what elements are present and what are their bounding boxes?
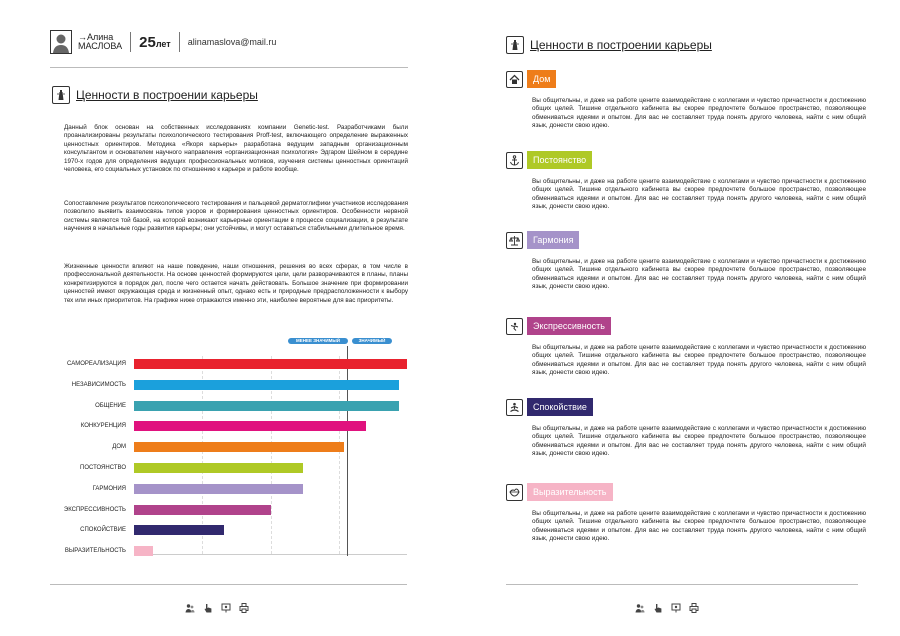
category-label: ГАРМОНИЯ [92, 485, 126, 492]
value-tag: Постоянство [527, 151, 592, 169]
value-tag: Дом [527, 70, 556, 88]
section-title: Ценности в построении карьеры [76, 88, 258, 102]
legend-less-significant: МЕНЕЕ ЗНАЧИМЫЙ [288, 338, 348, 344]
value-tag: Выразительность [527, 483, 613, 501]
footer-icons [635, 600, 699, 610]
bar [134, 421, 366, 431]
bar [134, 401, 399, 411]
value-description: Вы общительны, и даже на работе цените взаимодействие с коллегами и чувство причастности к достижению общих целей. Тишине отдельного кабинета вы скорее предпочтете большое пространство, позволяющее обмениваться идеями и опытом. Для вас не составляет труда понять другого человека, найти с ним общий язык, донести свою идею. [532, 510, 866, 543]
value-block [506, 70, 866, 131]
bar [134, 359, 407, 369]
bar [134, 525, 224, 535]
bar [134, 484, 303, 494]
bar [134, 380, 399, 390]
bar [134, 442, 344, 452]
scales-icon [506, 232, 523, 249]
category-label: НЕЗАВИСИМОСТЬ [71, 381, 126, 388]
header-divider [50, 67, 408, 68]
category-label: ЭКСПРЕССИВНОСТЬ [63, 506, 126, 513]
category-label: ПОСТОЯНСТВО [80, 465, 126, 471]
category-label: ОБЩЕНИЕ [95, 402, 126, 409]
section-header [52, 86, 258, 104]
chart-baseline [134, 554, 407, 555]
presentation-icon[interactable] [671, 600, 681, 610]
profile-header [50, 28, 276, 56]
value-description: Вы общительны, и даже на работе цените взаимодействие с коллегами и чувство причастности к достижению общих целей. Тишине отдельного кабинета вы скорее предпочтете большое пространство, позволяющее обмениваться идеями и опытом. Для вас не составляет труда понять другого человека, найти с ним общий язык, донести свою идею. [532, 258, 866, 291]
people-icon[interactable] [635, 600, 645, 610]
hand-pointer-icon[interactable] [653, 600, 663, 610]
value-header [506, 398, 866, 416]
bar [134, 463, 303, 473]
paragraph: Сопоставление результатов психологического тестирования и пальцевой дерматоглифики участников исследования позволило выявить взаимосвязь типов узоров и формирования ценностных ориентиров. Особенности нервной системы являются той базой, на которой возникают карьерные ориентации в процессе социализации, в результате научения в начальные годы развития карьеры; они устойчивы, и могут оставаться стабильными длительное время. [64, 200, 408, 233]
printer-icon[interactable] [239, 600, 249, 610]
footer-divider [506, 584, 858, 585]
value-block [506, 398, 866, 459]
first-name: →Алина [78, 32, 114, 42]
value-block [506, 317, 866, 378]
meditation-icon [506, 399, 523, 416]
section-title: Ценности в построении карьеры [530, 38, 712, 52]
printer-icon[interactable] [689, 600, 699, 610]
value-block [506, 151, 866, 212]
legend-significant: ЗНАЧИМЫЙ [352, 338, 392, 344]
value-block [506, 483, 866, 544]
value-header [506, 317, 866, 335]
anchor-icon [506, 152, 523, 169]
bar [134, 546, 153, 556]
value-block [506, 231, 866, 292]
avatar [50, 30, 72, 54]
threshold-line [347, 346, 348, 556]
value-tag: Экспрессивность [527, 317, 611, 335]
expression-icon [506, 318, 523, 335]
lips-icon [506, 484, 523, 501]
footer-divider [50, 584, 407, 585]
category-label: СПОКОЙСТВИЕ [80, 527, 126, 534]
age-unit: лет [155, 38, 171, 49]
hand-pointer-icon[interactable] [203, 600, 213, 610]
value-description: Вы общительны, и даже на работе цените взаимодействие с коллегами и чувство причастности к достижению общих целей. Тишине отдельного кабинета вы скорее предпочтете большое пространство, позволяющее обмениваться идеями и опытом. Для вас не составляет труда понять другого человека, найти с ним общий язык, донести свою идею. [532, 178, 866, 211]
divider [130, 32, 131, 52]
category-label: ВЫРАЗИТЕЛЬНОСТЬ [64, 548, 126, 555]
section-header [506, 36, 712, 54]
paragraph: Жизненные ценности влияют на наше поведение, наши отношения, решения во всех сферах, в том числе в профессиональной деятельности. На основе ценностей формируются цели, цели разворачиваются в планы, планы конкретизируются в порядок дел, после чего остается начать действовать. Большое значение при формировании ценностей имеют окружающая среда и жизненный опыт, однако есть и природные предрасположенности к выбору тех или иных приоритетов. На графике ниже отражаются именно эти, наиболее вероятные для вас приоритеты. [64, 263, 408, 304]
value-header [506, 231, 866, 249]
people-icon[interactable] [185, 600, 195, 610]
category-label: КОНКУРЕНЦИЯ [80, 423, 126, 430]
value-tag: Гармония [527, 231, 579, 249]
paragraph: Данный блок основан на собственных исследованиях компании Genetic-test. Разработчиками были проанализированы результаты психологического тестирования Proff-test, включающего определение выраженных ценностных ориентиров. Методика «Якоря карьеры» разработана ведущим западным организационным консультантом и основателем научного направления «организационная психология» Эдгаром Шейном в середине 1970-х годов для определения ведущих профессиональных мотивов, изучения системы ценностных ориентаций человека, его социальных установок по отношению к карьере и работе вообще. [64, 124, 408, 174]
last-name: МАСЛОВА [78, 41, 123, 51]
category-label: ДОМ [112, 444, 126, 451]
footer-icons [185, 600, 249, 610]
bar [134, 505, 271, 515]
house-icon [506, 71, 523, 88]
age [139, 34, 171, 51]
value-description: Вы общительны, и даже на работе цените взаимодействие с коллегами и чувство причастности к достижению общих целей. Тишине отдельного кабинета вы скорее предпочтете большое пространство, позволяющее обмениваться идеями и опытом. Для вас не составляет труда понять другого человека, найти с ним общий язык, донести свою идею. [532, 97, 866, 130]
age-number: 25 [139, 33, 156, 51]
category-label: САМОРЕАЛИЗАЦИЯ [67, 361, 126, 367]
value-header [506, 151, 866, 169]
lighthouse-icon [506, 36, 524, 54]
presentation-icon[interactable] [221, 600, 231, 610]
email[interactable]: alinamaslova@mail.ru [187, 37, 277, 47]
person-name [78, 33, 122, 51]
value-tag: Спокойствие [527, 398, 593, 416]
value-description: Вы общительны, и даже на работе цените взаимодействие с коллегами и чувство причастности к достижению общих целей. Тишине отдельного кабинета вы скорее предпочтете большое пространство, позволяющее обмениваться идеями и опытом. Для вас не составляет труда понять другого человека, найти с ним общий язык, донести свою идею. [532, 344, 866, 377]
values-chart [60, 338, 410, 568]
value-description: Вы общительны, и даже на работе цените взаимодействие с коллегами и чувство причастности к достижению общих целей. Тишине отдельного кабинета вы скорее предпочтете большое пространство, позволяющее обмениваться идеями и опытом. Для вас не составляет труда понять другого человека, найти с ним общий язык, донести свою идею. [532, 425, 866, 458]
lighthouse-icon [52, 86, 70, 104]
divider [179, 32, 180, 52]
value-header [506, 70, 866, 88]
right-page [450, 0, 900, 636]
value-header [506, 483, 866, 501]
